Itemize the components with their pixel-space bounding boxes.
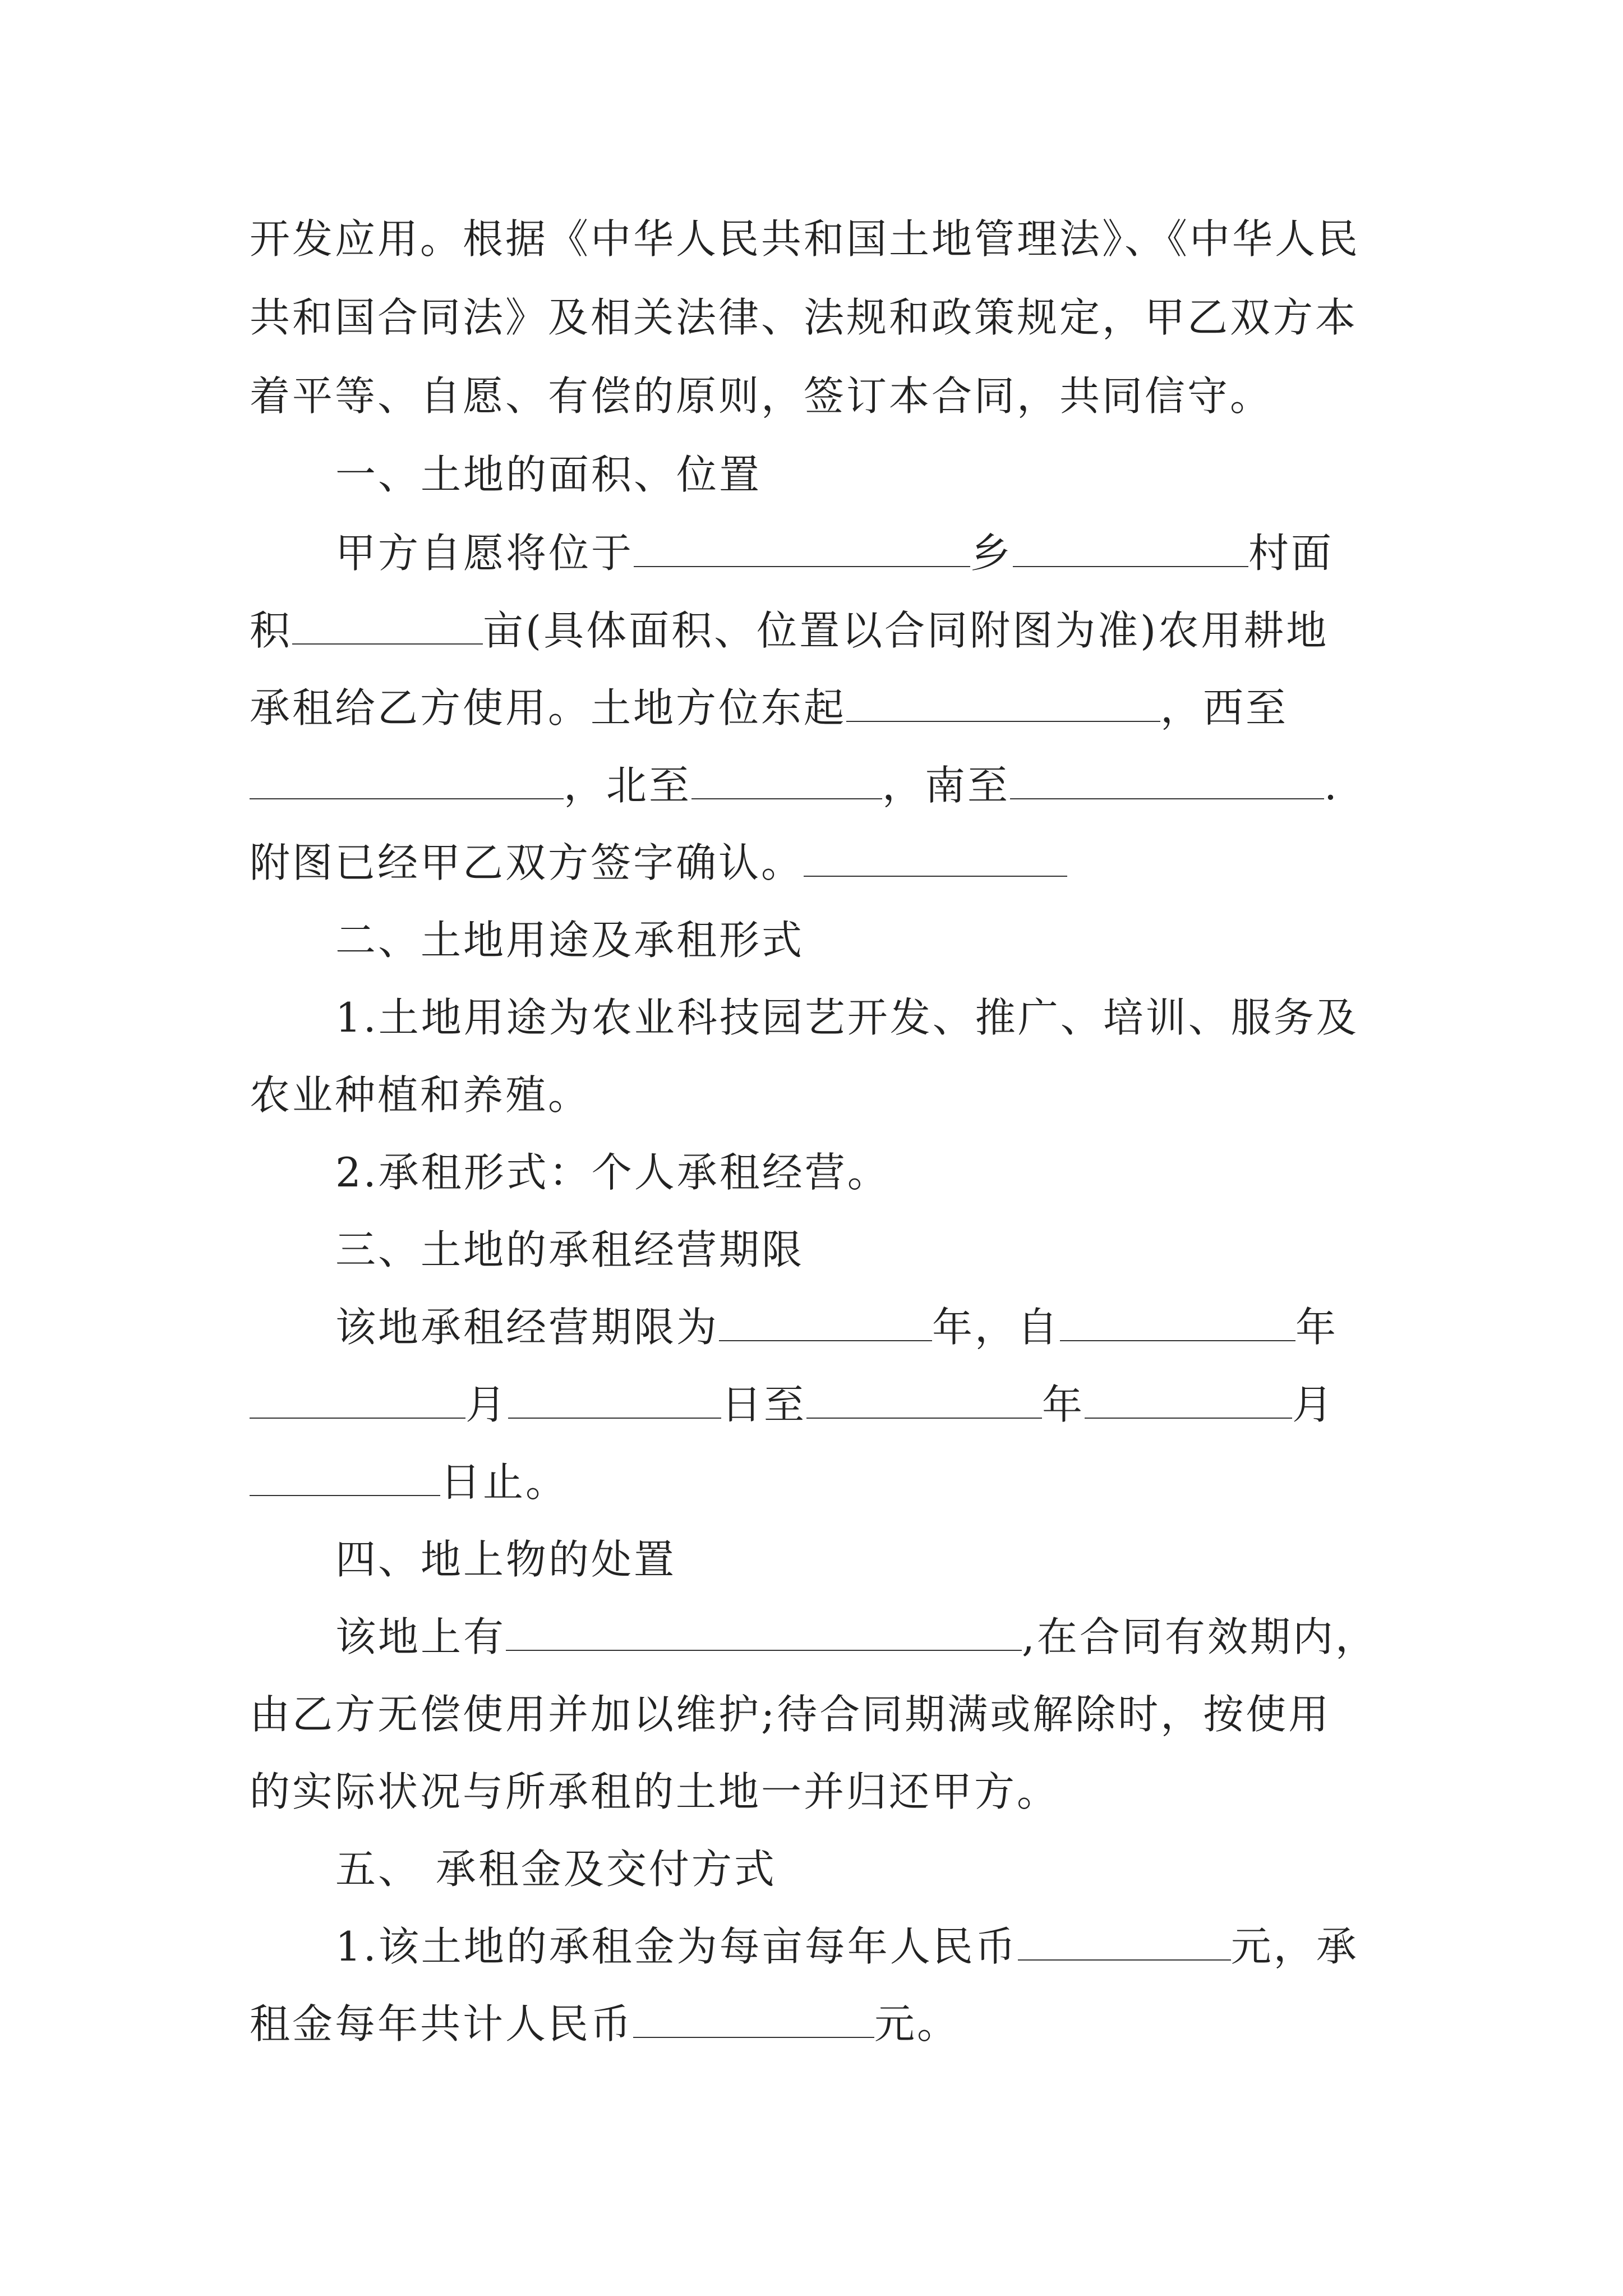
text: ，北至 — [564, 762, 692, 809]
fill-blank-start-month — [250, 1382, 465, 1419]
section-2-heading — [335, 913, 804, 967]
section-5-item-1-line-1 — [335, 1920, 1359, 1973]
text: 农业种植和养殖。 — [250, 1071, 591, 1119]
section-1-line-4 — [250, 758, 1339, 812]
fill-blank-end-year — [806, 1382, 1042, 1419]
text: 该地上有 — [335, 1613, 506, 1660]
fill-blank-end-month — [1085, 1382, 1292, 1419]
section-1-line-1 — [335, 526, 1334, 580]
section-3-line-1 — [335, 1300, 1338, 1354]
text: ，南至 — [882, 762, 1011, 809]
fill-blank-township — [634, 530, 970, 567]
text: 三、土地的承租经营期限 — [335, 1226, 805, 1273]
text: 年 — [1295, 1304, 1339, 1351]
text: 承租给乙方使用。土地方位东起 — [250, 684, 847, 731]
text: 元，承 — [1230, 1923, 1359, 1970]
fill-blank-ground-objects — [506, 1614, 1022, 1651]
text: 四、地上物的处置 — [335, 1536, 677, 1583]
section-3-line-2 — [250, 1378, 1335, 1432]
text: 开发应用。根据《中华人民共和国土地管理法》、《中华人民 — [250, 215, 1361, 263]
text: 月 — [465, 1381, 509, 1428]
section-4-line-3 — [250, 1765, 1059, 1819]
text: 2.承租形式：个人承租经营。 — [335, 1149, 890, 1196]
section-2-item-1-line-2 — [250, 1068, 591, 1122]
paragraph-intro-line-3 — [250, 369, 1272, 423]
section-1-line-3 — [250, 681, 1288, 735]
text: 积 — [250, 607, 293, 654]
section-5-item-1-line-2 — [250, 1997, 960, 2051]
fill-blank-years — [719, 1304, 932, 1341]
text: 租金每年共计人民币 — [250, 2000, 634, 2047]
text: 着平等、自愿、有偿的原则，签订本合同，共同信守。 — [250, 372, 1273, 420]
section-4-line-1 — [335, 1610, 1378, 1664]
text: 年 — [1042, 1381, 1085, 1428]
text: 月 — [1292, 1381, 1335, 1428]
text: 附图已经甲乙双方签字确认。 — [250, 839, 804, 886]
text: 二、土地用途及承租形式 — [335, 917, 805, 964]
text: 1.土地用途为农业科技园艺开发、推广、培训、服务及 — [335, 994, 1359, 1041]
fill-blank-start-year — [1060, 1304, 1295, 1341]
section-2-item-2 — [335, 1145, 890, 1199]
fill-blank-north — [691, 762, 882, 799]
text: ，西至 — [1160, 684, 1289, 731]
section-5-heading — [335, 1842, 777, 1896]
text: 甲方自愿将位于 — [335, 530, 634, 577]
section-4-line-2 — [250, 1687, 1331, 1741]
text: 亩(具体面积、位置以合同附图为准)农用耕地 — [483, 607, 1329, 654]
text: 日止。 — [440, 1458, 569, 1506]
section-1-line-5 — [250, 836, 1067, 890]
text: 该地承租经营期限为 — [335, 1304, 720, 1351]
section-1-heading — [335, 448, 762, 501]
fill-blank-east — [846, 685, 1160, 722]
paragraph-intro-line-2 — [250, 291, 1358, 344]
text: 共和国合同法》及相关法律、法规和政策规定，甲乙双方本 — [250, 294, 1358, 341]
fill-blank-end-day — [250, 1459, 440, 1496]
fill-blank-west — [250, 762, 564, 799]
fill-blank-start-day — [508, 1382, 721, 1419]
text: 元。 — [874, 2000, 960, 2047]
fill-blank-rent-per-mu — [1018, 1924, 1231, 1961]
section-1-line-2 — [250, 604, 1329, 657]
section-3-heading — [335, 1223, 804, 1277]
fill-blank-confirm — [804, 840, 1067, 877]
text: 1.该土地的承租金为每亩每年人民币 — [335, 1923, 1018, 1970]
text: 由乙方无偿使用并加以维护;待合同期满或解除时，按使用 — [250, 1691, 1331, 1738]
text: 乡 — [970, 530, 1013, 577]
text: . — [1324, 762, 1339, 809]
fill-blank-area — [292, 608, 483, 645]
text: 五、 承租金及交付方式 — [335, 1846, 777, 1893]
fill-blank-south — [1010, 762, 1324, 799]
section-3-line-3 — [250, 1455, 568, 1509]
text: 的实际状况与所承租的土地一并归还甲方。 — [250, 1768, 1060, 1815]
section-2-item-1-line-1 — [335, 991, 1359, 1045]
paragraph-intro-line-1 — [250, 212, 1360, 266]
text: 日至 — [721, 1381, 807, 1428]
fill-blank-village — [1013, 530, 1248, 567]
fill-blank-rent-total — [633, 2001, 874, 2038]
text: ,在合同有效期内， — [1022, 1613, 1378, 1660]
section-4-heading — [335, 1533, 676, 1586]
text: 年，自 — [932, 1304, 1061, 1351]
text: 一、土地的面积、位置 — [335, 451, 762, 498]
text: 村面 — [1248, 530, 1334, 577]
